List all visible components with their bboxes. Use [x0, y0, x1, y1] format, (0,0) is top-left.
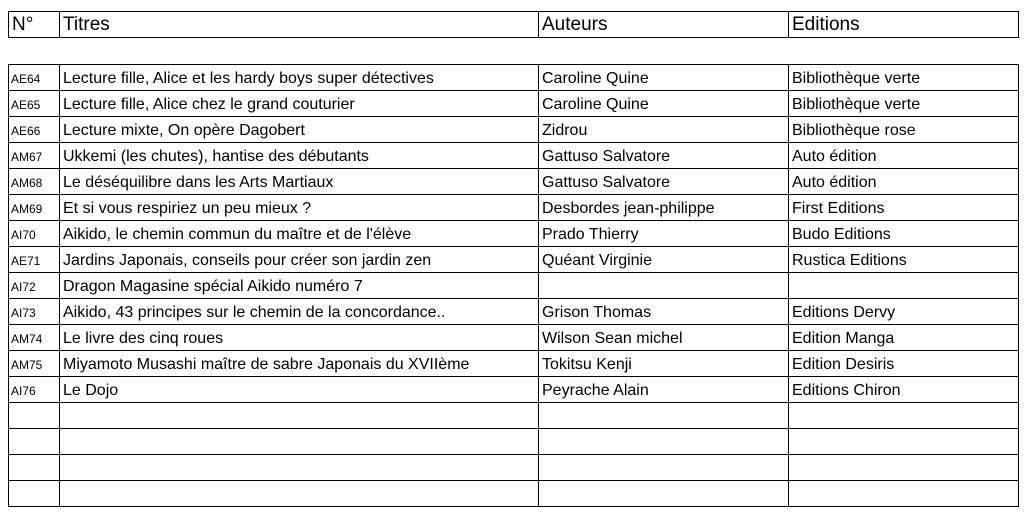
header-table: [8, 11, 1019, 38]
cell-title: [60, 481, 539, 507]
cell-author: Grison Thomas: [539, 299, 789, 325]
cell-title: Le déséquilibre dans les Arts Martiaux: [60, 169, 539, 195]
table-row: [9, 91, 1019, 117]
table-row: [9, 195, 1019, 221]
cell-edition: Editions Dervy: [789, 299, 1019, 325]
cell-num: AE65: [9, 91, 60, 117]
book-table: [8, 64, 1019, 507]
cell-edition: Bibliothèque verte: [789, 65, 1019, 91]
cell-edition: Editions Chiron: [789, 377, 1019, 403]
table-row: [9, 273, 1019, 299]
cell-author: [539, 403, 789, 429]
table-row: [9, 299, 1019, 325]
cell-author: [539, 273, 789, 299]
table-row: [9, 351, 1019, 377]
cell-edition: [789, 403, 1019, 429]
cell-num: AM75: [9, 351, 60, 377]
cell-title: Le livre des cinq roues: [60, 325, 539, 351]
cell-num: AE71: [9, 247, 60, 273]
cell-edition: [789, 429, 1019, 455]
cell-edition: Auto édition: [789, 169, 1019, 195]
cell-title: Jardins Japonais, conseils pour créer son jardin zen: [60, 247, 539, 273]
cell-edition: [789, 481, 1019, 507]
cell-num: [9, 429, 60, 455]
cell-author: Desbordes jean-philippe: [539, 195, 789, 221]
cell-num: AI72: [9, 273, 60, 299]
cell-author: Tokitsu Kenji: [539, 351, 789, 377]
cell-author: Peyrache Alain: [539, 377, 789, 403]
cell-edition: Auto édition: [789, 143, 1019, 169]
book-rows: [9, 65, 1019, 507]
cell-author: Caroline Quine: [539, 65, 789, 91]
cell-num: AM68: [9, 169, 60, 195]
table-row: [9, 143, 1019, 169]
cell-num: AE66: [9, 117, 60, 143]
cell-edition: Edition Desiris: [789, 351, 1019, 377]
cell-author: Gattuso Salvatore: [539, 169, 789, 195]
cell-author: [539, 455, 789, 481]
cell-edition: Bibliothèque rose: [789, 117, 1019, 143]
cell-title: Aikido, le chemin commun du maître et de l'élève: [60, 221, 539, 247]
cell-title: [60, 455, 539, 481]
cell-num: [9, 403, 60, 429]
cell-num: AI70: [9, 221, 60, 247]
header-row: [9, 12, 1019, 38]
cell-edition: Edition Manga: [789, 325, 1019, 351]
cell-edition: Budo Editions: [789, 221, 1019, 247]
cell-num: AI76: [9, 377, 60, 403]
table-row: [9, 65, 1019, 91]
cell-edition: First Editions: [789, 195, 1019, 221]
table-row: [9, 455, 1019, 481]
cell-title: Aikido, 43 principes sur le chemin de la concordance..: [60, 299, 539, 325]
header-edition: Editions: [789, 12, 1019, 38]
cell-title: Et si vous respiriez un peu mieux ?: [60, 195, 539, 221]
cell-author: [539, 429, 789, 455]
table-row: [9, 481, 1019, 507]
header-author: Auteurs: [539, 12, 789, 38]
table-row: [9, 403, 1019, 429]
cell-num: AE64: [9, 65, 60, 91]
header-title: Titres: [60, 12, 539, 38]
table-row: [9, 247, 1019, 273]
cell-author: Wilson Sean michel: [539, 325, 789, 351]
cell-num: AI73: [9, 299, 60, 325]
table-row: [9, 169, 1019, 195]
cell-num: [9, 455, 60, 481]
cell-title: Dragon Magasine spécial Aikido numéro 7: [60, 273, 539, 299]
cell-author: Zidrou: [539, 117, 789, 143]
cell-title: Lecture fille, Alice chez le grand couturier: [60, 91, 539, 117]
cell-title: [60, 403, 539, 429]
table-row: [9, 117, 1019, 143]
cell-title: Miyamoto Musashi maître de sabre Japonais du XVIIème: [60, 351, 539, 377]
cell-num: AM69: [9, 195, 60, 221]
cell-edition: [789, 273, 1019, 299]
cell-num: AM67: [9, 143, 60, 169]
table-row: [9, 429, 1019, 455]
cell-num: AM74: [9, 325, 60, 351]
cell-author: [539, 481, 789, 507]
cell-title: [60, 429, 539, 455]
table-row: [9, 377, 1019, 403]
cell-author: Gattuso Salvatore: [539, 143, 789, 169]
cell-num: [9, 481, 60, 507]
book-list-sheet: [8, 0, 1018, 507]
table-row: [9, 325, 1019, 351]
cell-title: Ukkemi (les chutes), hantise des débutants: [60, 143, 539, 169]
table-row: [9, 221, 1019, 247]
cell-author: Prado Thierry: [539, 221, 789, 247]
cell-edition: Rustica Editions: [789, 247, 1019, 273]
cell-author: Quéant Virginie: [539, 247, 789, 273]
cell-edition: Bibliothèque verte: [789, 91, 1019, 117]
header-num: N°: [9, 12, 60, 38]
cell-title: Le Dojo: [60, 377, 539, 403]
cell-author: Caroline Quine: [539, 91, 789, 117]
cell-edition: [789, 455, 1019, 481]
cell-title: Lecture fille, Alice et les hardy boys super détectives: [60, 65, 539, 91]
cell-title: Lecture mixte, On opère Dagobert: [60, 117, 539, 143]
